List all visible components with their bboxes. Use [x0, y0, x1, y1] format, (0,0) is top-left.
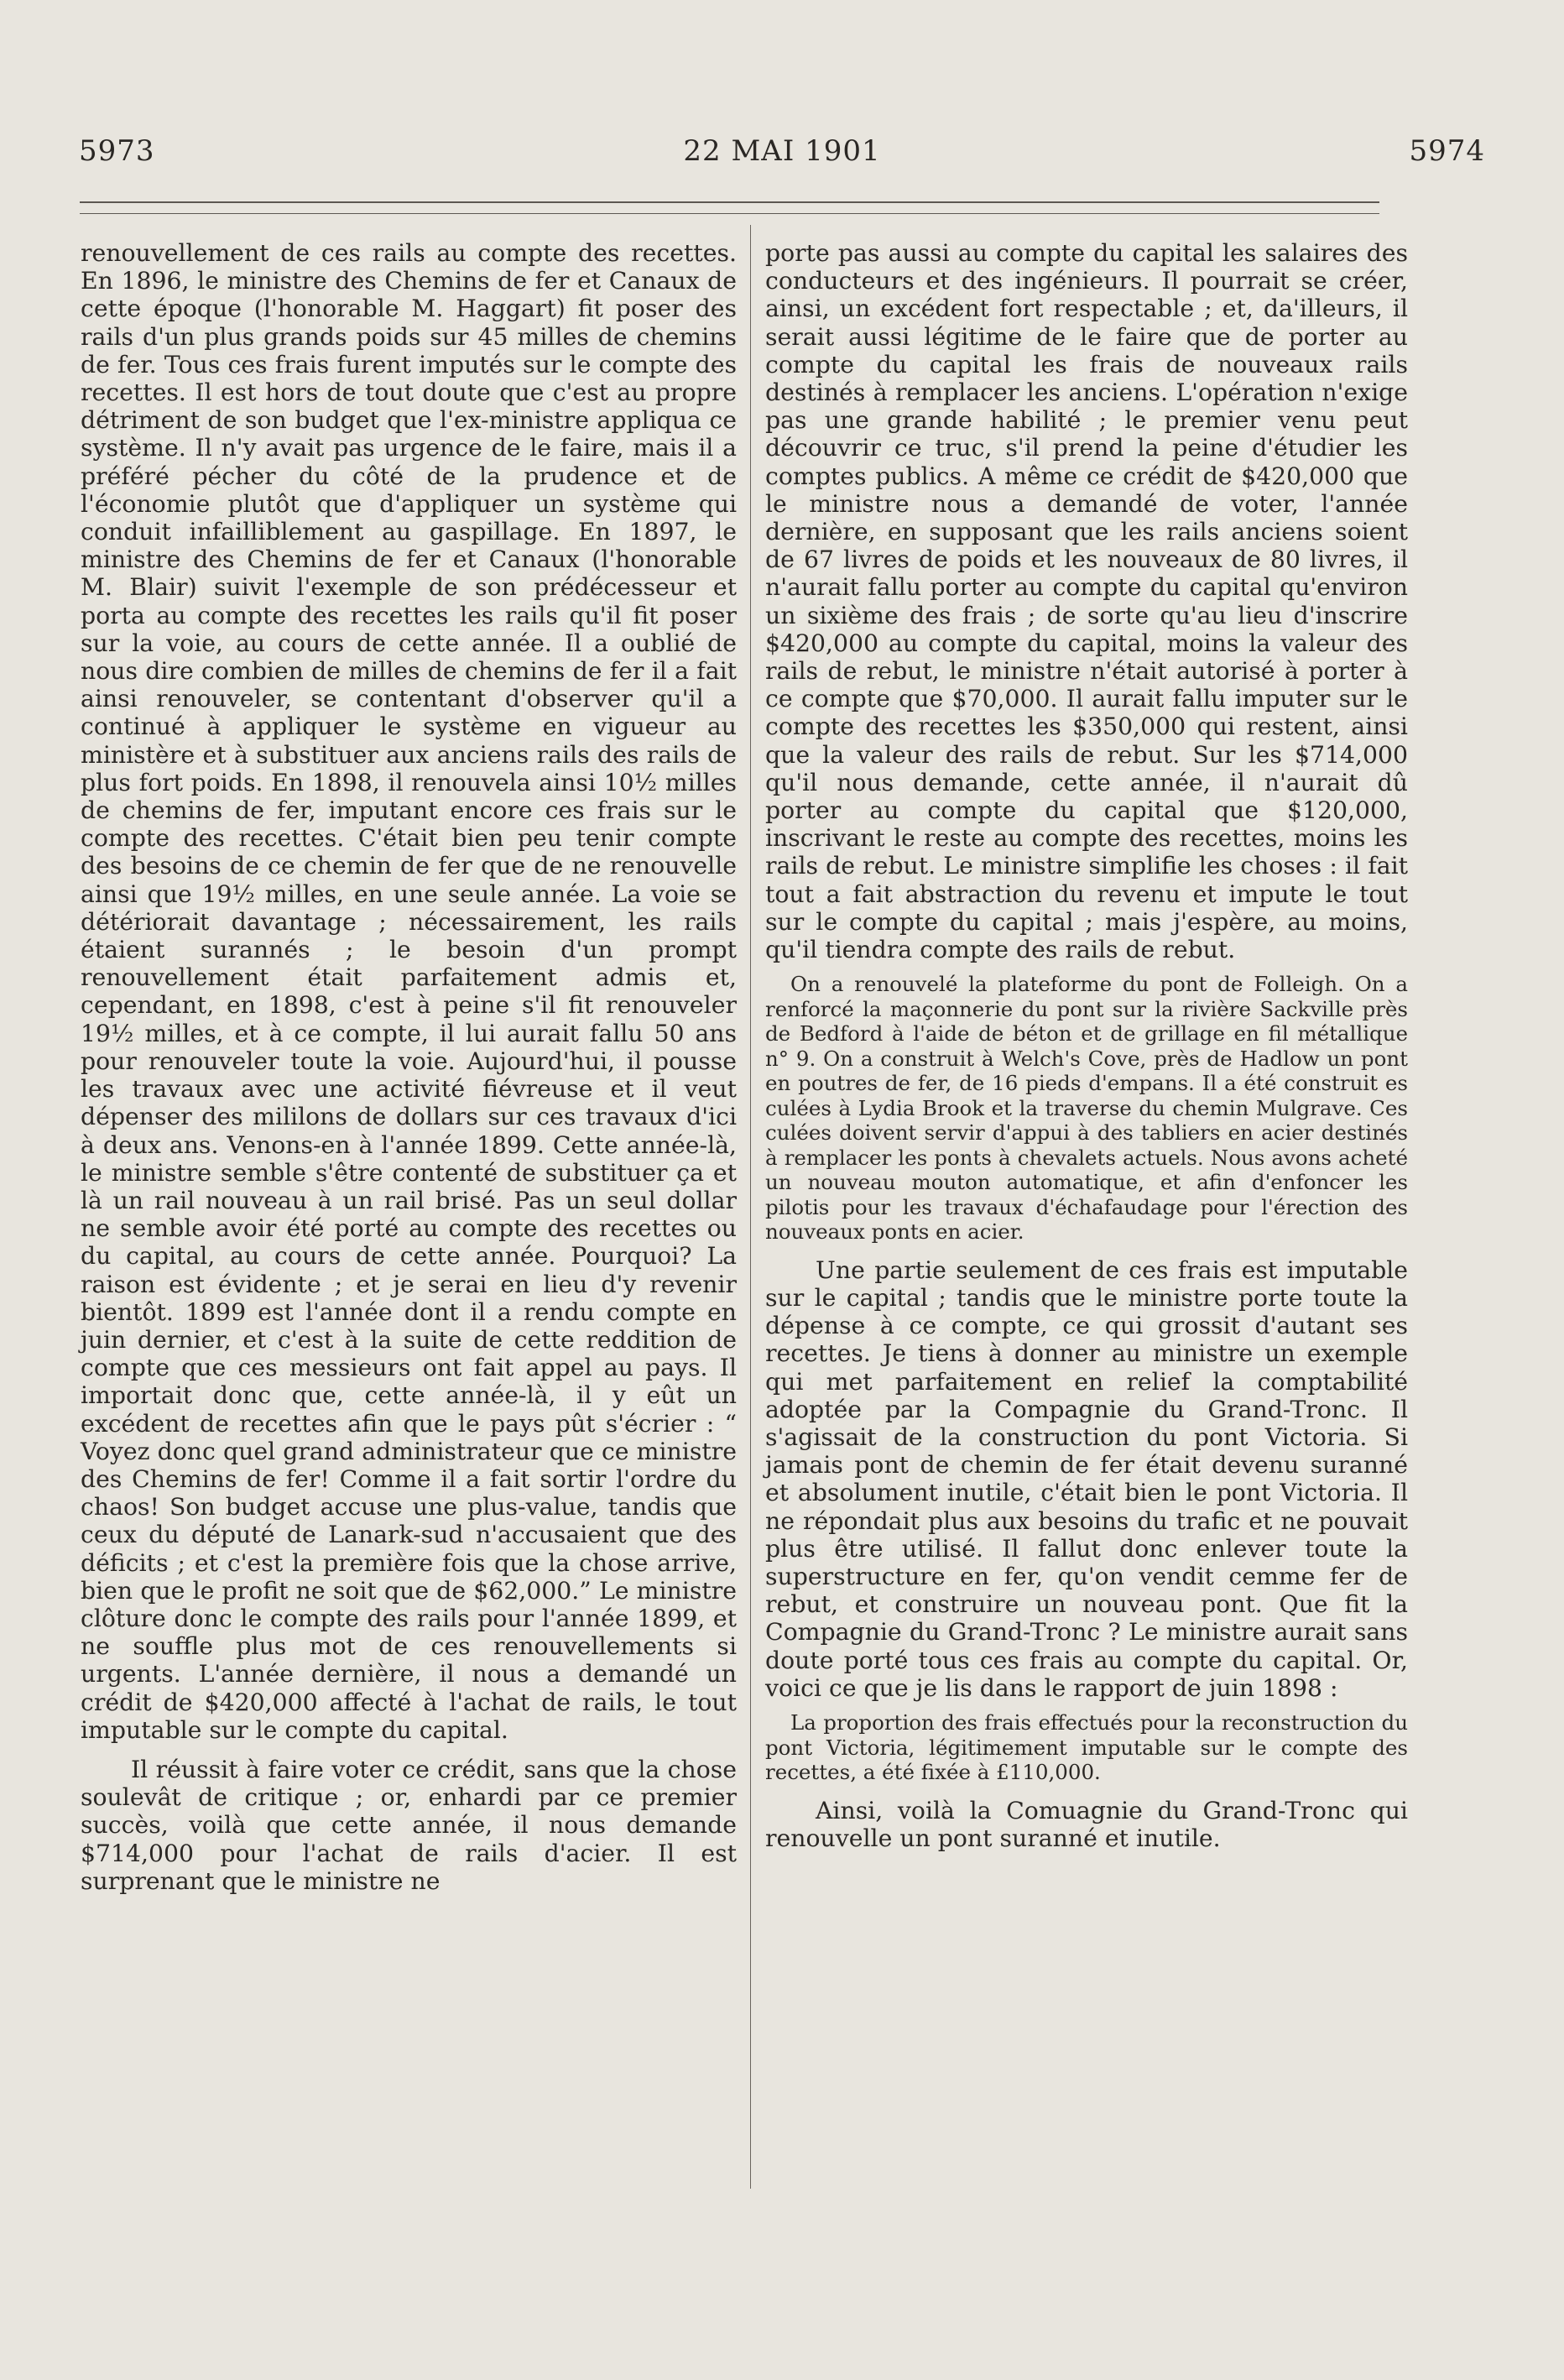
quoted-report: La proportion des frais effectués pour la reconstruction du pont Victoria, légitimement imputable sur le compte des recettes, a été fixée à £110,000.: [765, 1710, 1408, 1785]
left-column: [81, 239, 737, 1895]
header-rule: [80, 201, 1379, 203]
paragraph: Ainsi, voilà la Comuagnie du Grand-Tronc qui renouvelle un pont suranné et inutile.: [765, 1796, 1408, 1852]
right-page-number: 5974: [1409, 134, 1485, 168]
paragraph: porte pas aussi au compte du capital les salaires des conducteurs et des ingénieurs. Il pourrait se créer, ainsi, un excédent fort respectable ; et, da'illeurs, il serait aussi légitime de le faire que de porter au compte du capital les frais de nouveaux rails destinés à remplacer les anciens. L'opération n'exige pas une grande habilité ; le premier venu peut découvrir ce truc, s'il prend la peine d'étudier les comptes publics. A même ce crédit de $420,000 que le ministre nous a demandé de voter, l'année dernière, en supposant que les rails anciens soient de 67 livres de poids et les nouveaux de 80 livres, il n'aurait fallu porter au compte du capital qu'environ un sixième des frais ; de sorte qu'au lieu d'inscrire $420,000 au compte du capital, moins la valeur des rails de rebut, le ministre n'était autorisé à porter à ce compte que $70,000. Il aurait fallu imputer sur le compte des recettes les $350,000 qui restent, ainsi que la valeur des rails de rebut. Sur les $714,000 qu'il nous demande, cette année, il n'aurait dû porter au compte du capital que $120,000, inscrivant le reste au compte des recettes, moins les rails de rebut. Le ministre simplifie les choses : il fait tout a fait abstraction du revenu et impute le tout sur le compte du capital ; mais j'espère, au moins, qu'il tiendra compte des rails de rebut.: [765, 239, 1408, 964]
paragraph: Il réussit à faire voter ce crédit, sans que la chose soulevât de critique ; or, enhardi par ce premier succès, voilà que cette année, il nous demande $714,000 pour l'achat de rails d'acier. Il est surprenant que le ministre ne: [81, 1755, 737, 1895]
column-divider: [750, 225, 751, 2189]
right-column: [765, 239, 1408, 1852]
left-page-number: 5973: [79, 134, 155, 168]
page-date: 22 MAI 1901: [683, 134, 881, 168]
page-header: [59, 126, 1505, 176]
header-rule-thin: [80, 213, 1379, 214]
paragraph: Une partie seulement de ces frais est imputable sur le capital ; tandis que le ministre porte toute la dépense à ce compte, ce qui grossit d'autant ses recettes. Je tiens à donner au ministre un exemple qui met parfaitement en relief la comptabilité adoptée par la Compagnie du Grand-Tronc. Il s'agissait de la construction du pont Victoria. Si jamais pont de chemin de fer était devenu suranné et absolument inutile, c'était bien le pont Victoria. Il ne répondait plus aux besoins du trafic et ne pouvait plus être utilisé. Il fallut donc enlever toute la superstructure en fer, qu'on vendit cemme fer de rebut, et construire un nouveau pont. Que fit la Compagnie du Grand-Tronc ? Le ministre aurait sans doute porté tous ces frais au compte du capital. Or, voici ce que je lis dans le rapport de juin 1898 :: [765, 1255, 1408, 1702]
paragraph: renouvellement de ces rails au compte des recettes. En 1896, le ministre des Chemins de fer et Canaux de cette époque (l'honorable M. Haggart) fit poser des rails d'un plus grands poids sur 45 milles de chemins de fer. Tous ces frais furent imputés sur le compte des recettes. Il est hors de tout doute que c'est au propre détriment de son budget que l'ex-ministre appliqua ce système. Il n'y avait pas urgence de le faire, mais il a préféré pécher du côté de la prudence et de l'économie plutôt que d'appliquer un système qui conduit infailliblement au gaspillage. En 1897, le ministre des Chemins de fer et Canaux (l'honorable M. Blair) suivit l'exemple de son prédécesseur et porta au compte des recettes les rails qu'il fit poser sur la voie, au cours de cette année. Il a oublié de nous dire combien de milles de chemins de fer il a fait ainsi renouveler, se contentant d'observer qu'il a continué à appliquer le système en vigueur au ministère et à substituer aux anciens rails des rails de plus fort poids. En 1898, il renouvela ainsi 10½ milles de chemins de fer, imputant encore ces frais sur le compte des recettes. C'était bien peu tenir compte des besoins de ce chemin de fer que de ne renouvelle ainsi que 19½ milles, en une seule année. La voie se détériorait davantage ; nécessairement, les rails étaient surannés ; le besoin d'un prompt renouvellement était parfaitement admis et, cependant, en 1898, c'est à peine s'il fit renouveler 19½ milles, et à ce compte, il lui aurait fallu 50 ans pour renouveler toute la voie. Aujourd'hui, il pousse les travaux avec une activité fiévreuse et il veut dépenser des mililons de dollars sur ces travaux d'ici à deux ans. Venons-en à l'année 1899. Cette année-là, le ministre semble s'être contenté de substituer ça et là un rail nouveau à un rail brisé. Pas un seul dollar ne semble avoir été porté au compte des recettes ou du capital, au cours de cette année. Pourquoi? La raison est évidente ; et je serai en lieu d'y revenir bientôt. 1899 est l'année dont il a rendu compte en juin dernier, et c'est à la suite de cette reddition de compte que ces messieurs ont fait appel au pays. Il importait donc que, cette année-là, il y eût un excédent de recettes afin que le pays pût s'écrier : “ Voyez donc quel grand administrateur que ce ministre des Chemins de fer! Comme il a fait sortir l'ordre du chaos! Son budget accuse une plus-value, tandis que ceux du député de Lanark-sud n'accusaient que des déficits ; et c'est la première fois que la chose arrive, bien que le profit ne soit que de $62,000.” Le ministre clôture donc le compte des rails pour l'année 1899, et ne souffle plus mot de ces renouvellements si urgents. L'année dernière, il nous a demandé un crédit de $420,000 affecté à l'achat de rails, le tout imputable sur le compte du capital.: [81, 239, 737, 1744]
quoted-report: On a renouvelé la plateforme du pont de Folleigh. On a renforcé la maçonnerie du pont sur la rivière Sackville près de Bedford à l'aide de béton et de grillage en fil métallique n° 9. On a construit à Welch's Cove, près de Hadlow un pont en poutres de fer, de 16 pieds d'empans. Il a été construit es culées à Lydia Brook et la traverse du chemin Mulgrave. Ces culées doivent servir d'appui à des tabliers en acier destinés à remplacer les ponts à chevalets actuels. Nous avons acheté un nouveau mouton automatique, et afin d'enfoncer les pilotis pour les travaux d'échafaudage pour l'érection des nouveaux ponts en acier.: [765, 972, 1408, 1245]
